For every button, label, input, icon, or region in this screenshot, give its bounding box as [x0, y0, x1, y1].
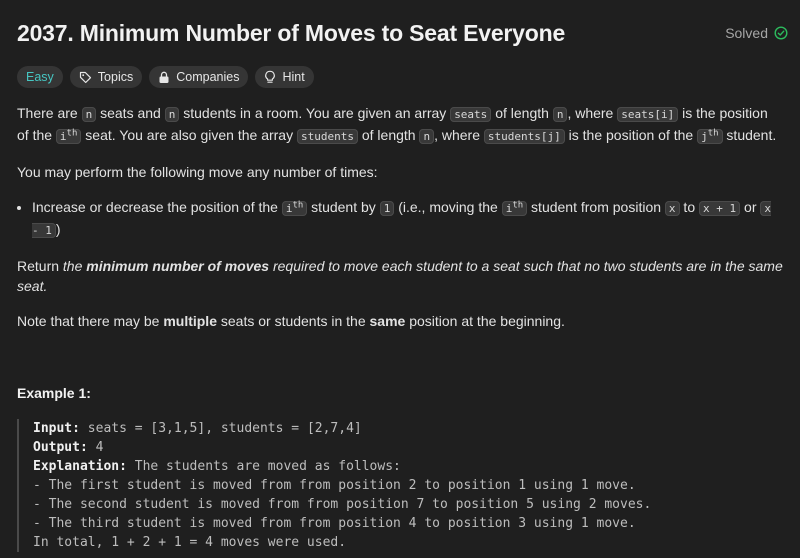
topics-button[interactable]: [70, 66, 142, 88]
companies-button[interactable]: [149, 66, 248, 88]
hint-label: Hint: [282, 70, 305, 84]
inline-code: students: [297, 129, 358, 144]
inline-code: n: [553, 107, 568, 122]
inline-code: $i^{th}$: [502, 201, 527, 216]
problem-description: [17, 103, 783, 552]
inline-code: x - 1: [32, 202, 771, 237]
lock-icon: [158, 71, 170, 84]
problem-title[interactable]: 2037. Minimum Number of Moves to Seat Everyone: [17, 19, 566, 46]
tag-icon: [79, 71, 92, 84]
example-output-line: Output: 4: [33, 440, 104, 455]
note-paragraph: Note that there may be multiple seats or students in the same position at the beginning.: [17, 313, 565, 329]
example-block: [17, 419, 783, 552]
example-total-line: In total, 1 + 2 + 1 = 4 moves were used.: [33, 535, 347, 550]
hint-button[interactable]: [255, 66, 313, 88]
inline-code: $i^{th}$: [282, 201, 307, 216]
solved-label: Solved: [725, 25, 768, 41]
inline-code: n: [419, 129, 434, 144]
example-explanation-step: - The first student is moved from from position 2 to position 1 using 1 move.: [33, 478, 636, 493]
lightbulb-icon: [264, 70, 276, 84]
title-row: [17, 0, 783, 66]
example-explanation-step: - The second student is moved from from position 7 to position 5 using 2 moves.: [33, 497, 652, 512]
example-heading: Example 1:: [17, 385, 91, 401]
return-paragraph: Return the minimum number of moves required to move each student to a seat such that no two students are in the same seat.: [17, 258, 783, 294]
inline-code: x + 1: [699, 201, 740, 216]
inline-code: $i^{th}$: [56, 129, 81, 144]
inline-code: n: [165, 107, 180, 122]
inline-code: n: [82, 107, 97, 122]
check-circle-icon: [774, 26, 788, 40]
topics-label: Topics: [97, 70, 134, 84]
companies-label: Companies: [176, 70, 240, 84]
description-paragraph-2: You may perform the following move any number of times:: [17, 164, 378, 180]
difficulty-label: Easy: [26, 70, 54, 84]
inline-code: x: [665, 201, 680, 216]
inline-code: seats: [450, 107, 491, 122]
example-explanation-step: - The third student is moved from from position 4 to position 3 using 1 move.: [33, 516, 636, 531]
list-item: • Increase or decrease the position of the $i^{th}$ student by 1 (i.e., moving the $i^{th}$ student from position x to x + 1 or x - 1 ): [32, 197, 783, 241]
tag-row: [17, 66, 783, 88]
example-explanation-line: Explanation: The students are moved as follows:: [33, 459, 401, 474]
inline-code: $j^{th}$: [697, 129, 722, 144]
move-list: [17, 197, 783, 241]
example-input-line: Input: seats = [3,1,5], students = [2,7,4]: [33, 421, 362, 436]
inline-code: students[j]: [484, 129, 565, 144]
inline-code: seats[i]: [617, 107, 678, 122]
description-paragraph-1: There are n seats and n students in a room. You are given an array seats of length n , where seats[i] is the position of the $i^{th}$ seat. You are also given the array students of length n , where students[j] is the position of the $j^{th}$ student.: [17, 105, 777, 143]
difficulty-badge: [17, 66, 63, 88]
solved-status: [725, 25, 788, 41]
inline-code: 1: [380, 201, 395, 216]
